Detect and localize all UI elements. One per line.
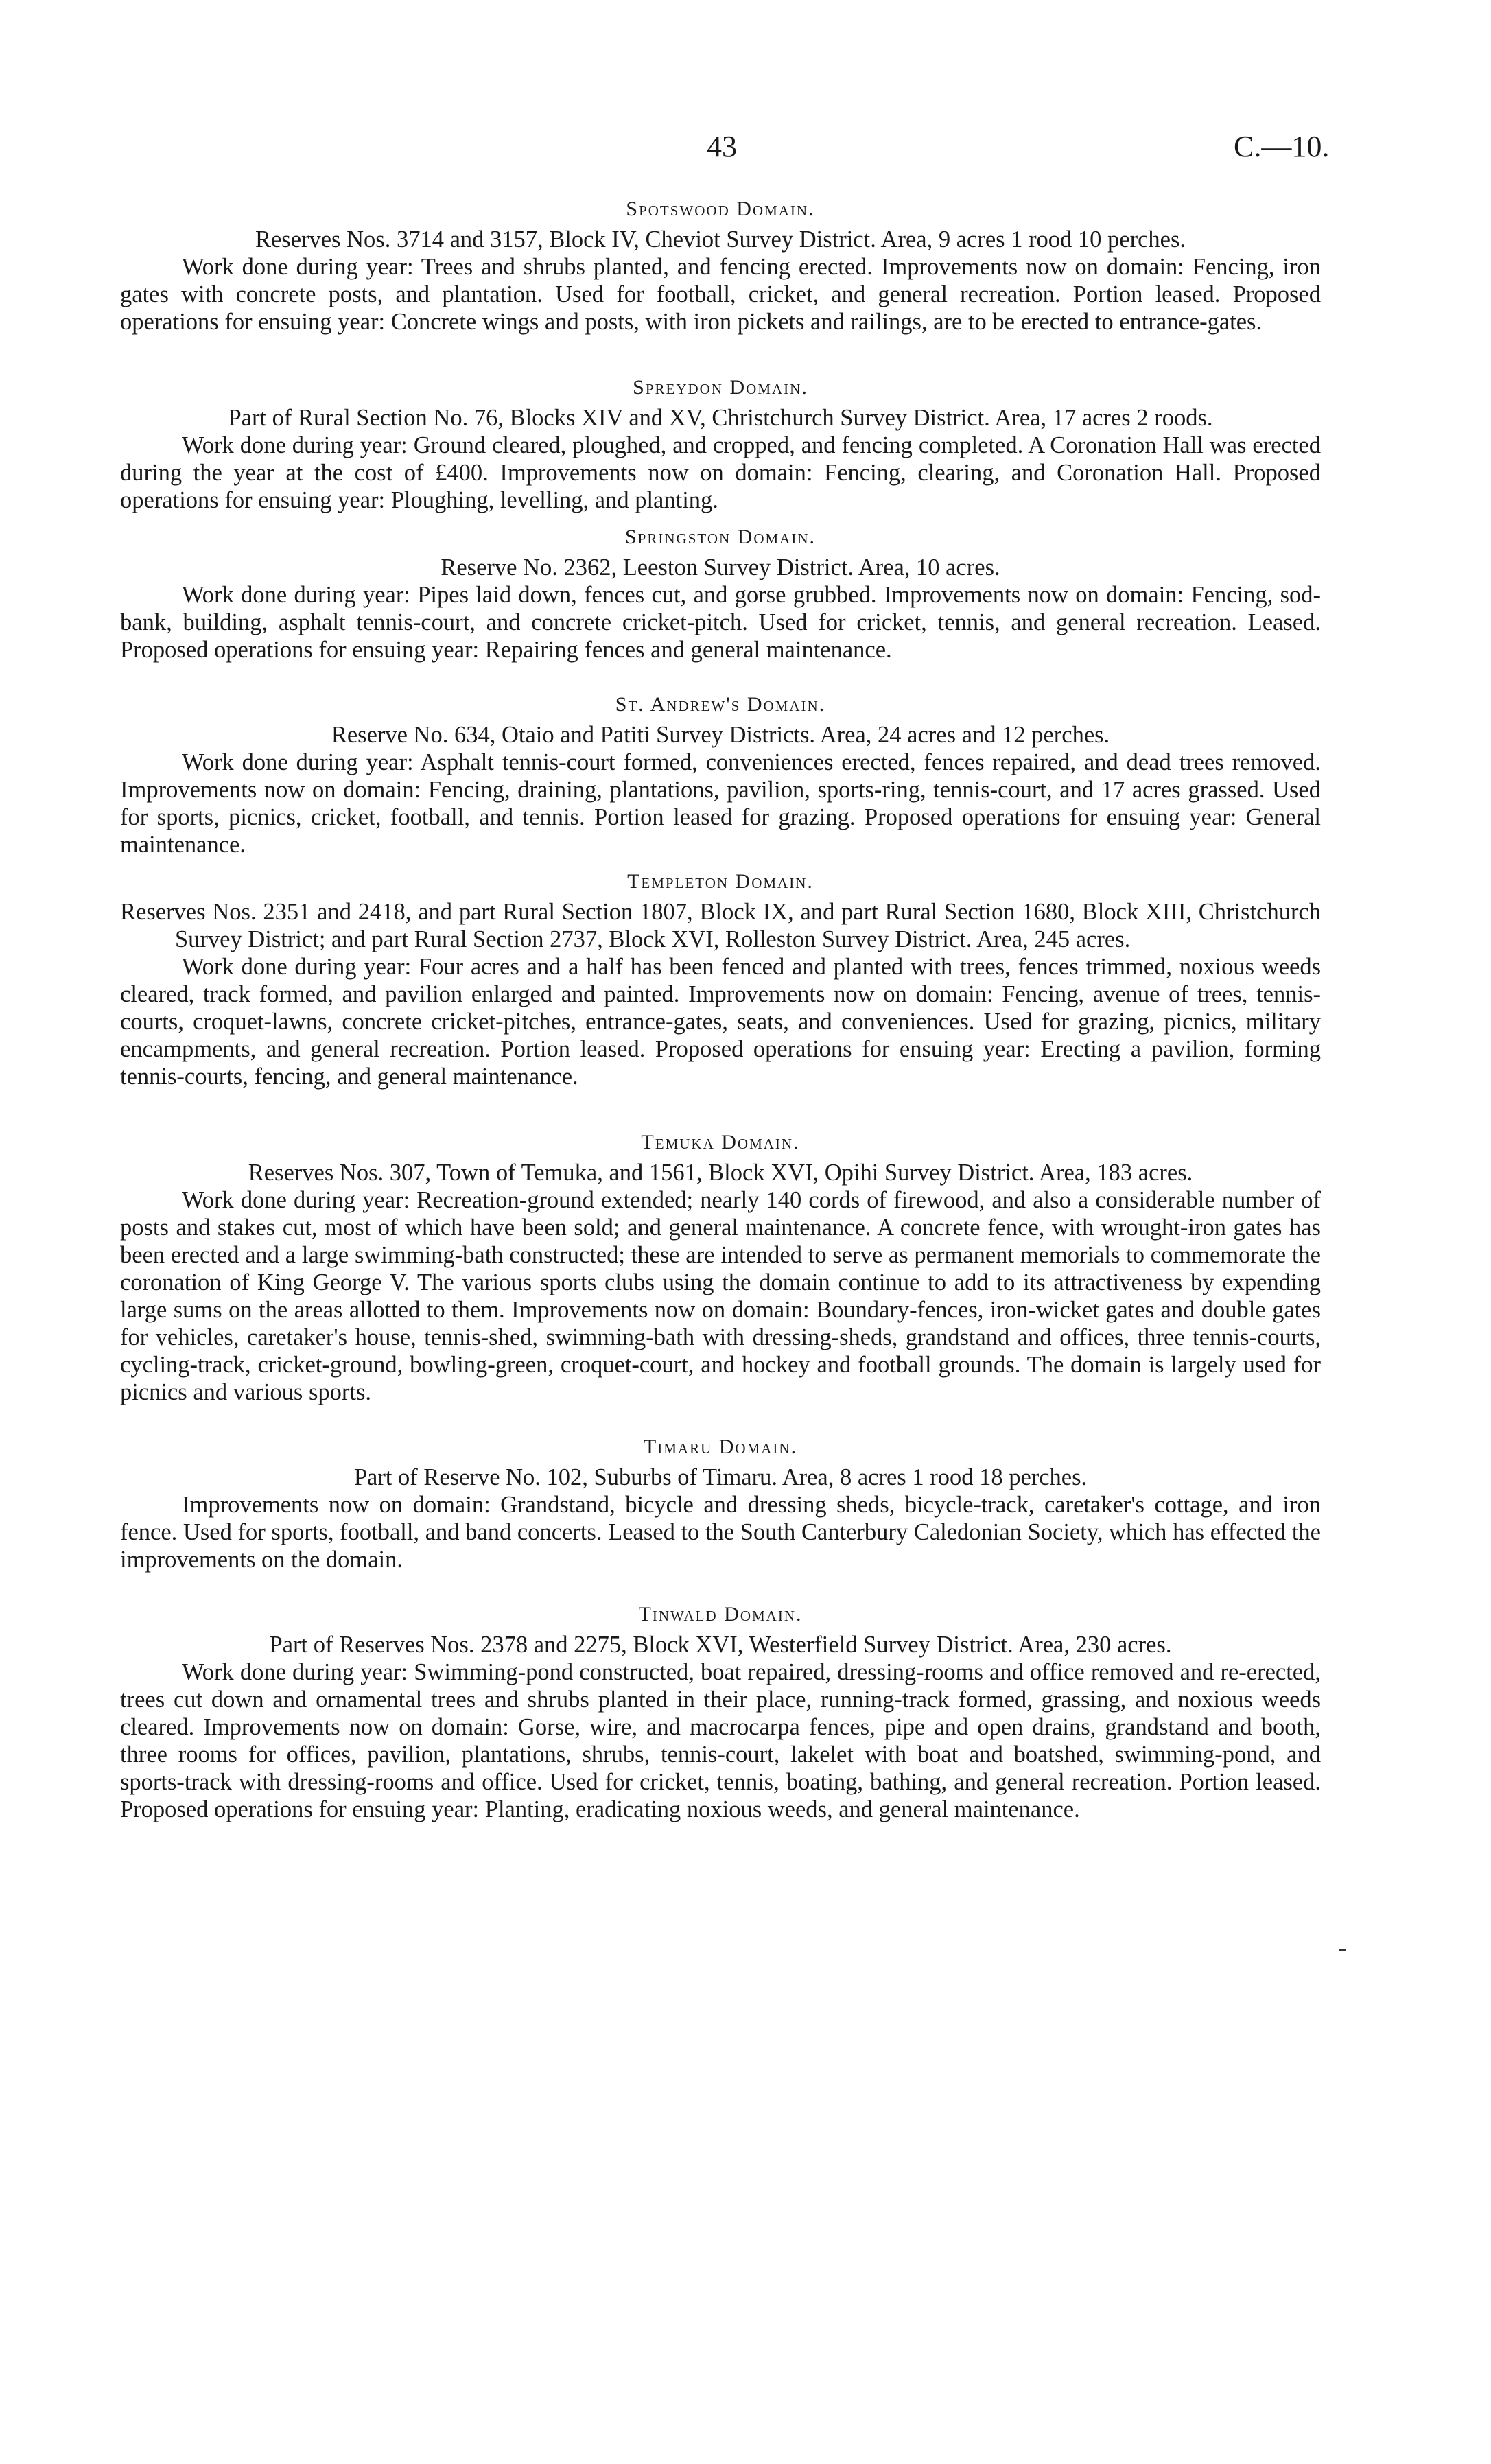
section-body: Work done during year: Recreation-ground extended; nearly 140 cords of firewood, and also a considerable number of posts and stakes cut, most of which have been sold; and general maintenance. A concrete fence, with wrought-iron gates has been erected and a large swimming-bath constructed; these are intended to serve as permanent memorials to commemorate the coronation of King George V. The various sports clubs using the domain continue to add to its attractiveness by expending large sums on the areas allotted to them. Improvements now on domain: Boundary-fences, iron-wicket gates and double gates for vehicles, caretaker's house, tennis-shed, swimming-bath with dressing-sheds, grandstand and offices, three tennis-courts, cycling-track, cricket-ground, bowling-green, croquet-court, and hockey and football grounds. The domain is largely used for picnics and various sports. [120, 1187, 1321, 1405]
section-templeton-domain [120, 868, 1321, 1090]
section-body: Work done during year: Trees and shrubs planted, and fencing erected. Improvements now on domain: Fencing, iron gates with concrete posts, and plantation. Used for football, cricket, and general recreation. Portion leased. Proposed operations for ensuing year: Concrete wings and posts, with iron pickets and railings, are to be erected to entrance-gates. [120, 254, 1321, 335]
section-body: Work done during year: Ground cleared, ploughed, and cropped, and fencing completed. A Coronation Hall was erected during the year at the cost of £400. Improvements now on domain: Fencing, clearing, and Coronation Hall. Proposed operations for ensuing year: Ploughing, levelling, and planting. [120, 432, 1321, 513]
section-st-andrews-domain [120, 691, 1321, 858]
section-body: Work done during year: Four acres and a half has been fenced and planted with trees, fences trimmed, noxious weeds cleared, track formed, and pavilion enlarged and painted. Improvements now on domain: Fencing, avenue of trees, tennis-courts, croquet-lawns, concrete cricket-pitches, entrance-gates, seats, and conveniences. Used for grazing, picnics, military encampments, and general recreation. Portion leased. Proposed operations for ensuing year: Erecting a pavilion, forming tennis-courts, fencing, and general maintenance. [120, 954, 1321, 1090]
section-body: Improvements now on domain: Grandstand, bicycle and dressing sheds, bicycle-track, caretaker's cottage, and iron fence. Used for sports, football, and band concerts. Leased to the South Canterbury Caledonian Society, which has effected the improvements on the domain. [120, 1492, 1321, 1573]
section-heading: St. Andrew's Domain. [615, 693, 826, 716]
section-springston-domain [120, 524, 1321, 664]
section-heading: Templeton Domain. [627, 870, 814, 893]
page-number: 43 [707, 130, 737, 163]
reserve-description: Reserve No. 2362, Leeston Survey District. Area, 10 acres. [441, 554, 1000, 580]
section-heading: Spotswood Domain. [626, 198, 815, 220]
section-heading: Tinwald Domain. [638, 1603, 803, 1626]
reserve-description: Part of Reserve No. 102, Suburbs of Timaru. Area, 8 acres 1 rood 18 perches. [353, 1464, 1088, 1490]
page-header [0, 129, 1491, 170]
reserve-description: Part of Reserves Nos. 2378 and 2275, Block XVI, Westerfield Survey District. Area, 230 acres. [269, 1632, 1172, 1658]
document-reference: C.—10. [1234, 130, 1330, 163]
section-heading: Temuka Domain. [641, 1131, 800, 1153]
reserve-description: Part of Rural Section No. 76, Blocks XIV and XV, Christchurch Survey District. Area, 17 acres 2 roods. [228, 405, 1213, 431]
reserve-description: Reserves Nos. 307, Town of Temuka, and 1561, Block XVI, Opihi Survey District. Area, 183 acres. [248, 1160, 1193, 1186]
section-timaru-domain [120, 1433, 1321, 1573]
margin-mark [1339, 1949, 1346, 1951]
section-tinwald-domain [120, 1601, 1321, 1823]
page-content [120, 196, 1321, 1823]
section-spreydon-domain [120, 374, 1321, 514]
section-temuka-domain [120, 1129, 1321, 1406]
section-heading: Spreydon Domain. [633, 376, 808, 399]
section-heading: Springston Domain. [625, 526, 816, 548]
reserve-description: Reserve No. 634, Otaio and Patiti Survey Districts. Area, 24 acres and 12 perches. [331, 722, 1110, 748]
reserve-description: Reserves Nos. 2351 and 2418, and part Rural Section 1807, Block IX, and part Rural Section 1680, Block XIII, Christchurch Survey District; and part Rural Section 2737, Block XVI, Rolleston Survey District. Area, 245 acres. [120, 899, 1321, 952]
section-spotswood-domain [120, 196, 1321, 336]
section-body: Work done during year: Asphalt tennis-court formed, conveniences erected, fences repaired, and dead trees removed. Improvements now on domain: Fencing, draining, plantations, pavilion, sports-ring, tennis-court, and 17 acres grassed. Used for sports, picnics, cricket, football, and tennis. Portion leased for grazing. Proposed operations for ensuing year: General maintenance. [120, 749, 1321, 858]
section-heading: Timaru Domain. [643, 1435, 798, 1458]
section-body: Work done during year: Pipes laid down, fences cut, and gorse grubbed. Improvements now on domain: Fencing, sod-bank, building, asphalt tennis-court, and concrete cricket-pitch. Used for cricket, tennis, and general recreation. Leased. Proposed operations for ensuing year: Repairing fences and general maintenance. [120, 582, 1321, 663]
section-body: Work done during year: Swimming-pond constructed, boat repaired, dressing-rooms and office removed and re-erected, trees cut down and ornamental trees and shrubs planted in their place, running-track formed, grassing, and noxious weeds cleared. Improvements now on domain: Gorse, wire, and macrocarpa fences, pipe and open drains, grandstand and booth, three rooms for offices, pavilion, plantations, shrubs, tennis-court, lakelet with boat and boatshed, swimming-pond, and sports-track with dressing-rooms and office. Used for cricket, tennis, boating, bathing, and general recreation. Portion leased. Proposed operations for ensuing year: Planting, eradicating noxious weeds, and general maintenance. [120, 1659, 1321, 1822]
reserve-description: Reserves Nos. 3714 and 3157, Block IV, Cheviot Survey District. Area, 9 acres 1 rood 10 perches. [255, 226, 1186, 253]
